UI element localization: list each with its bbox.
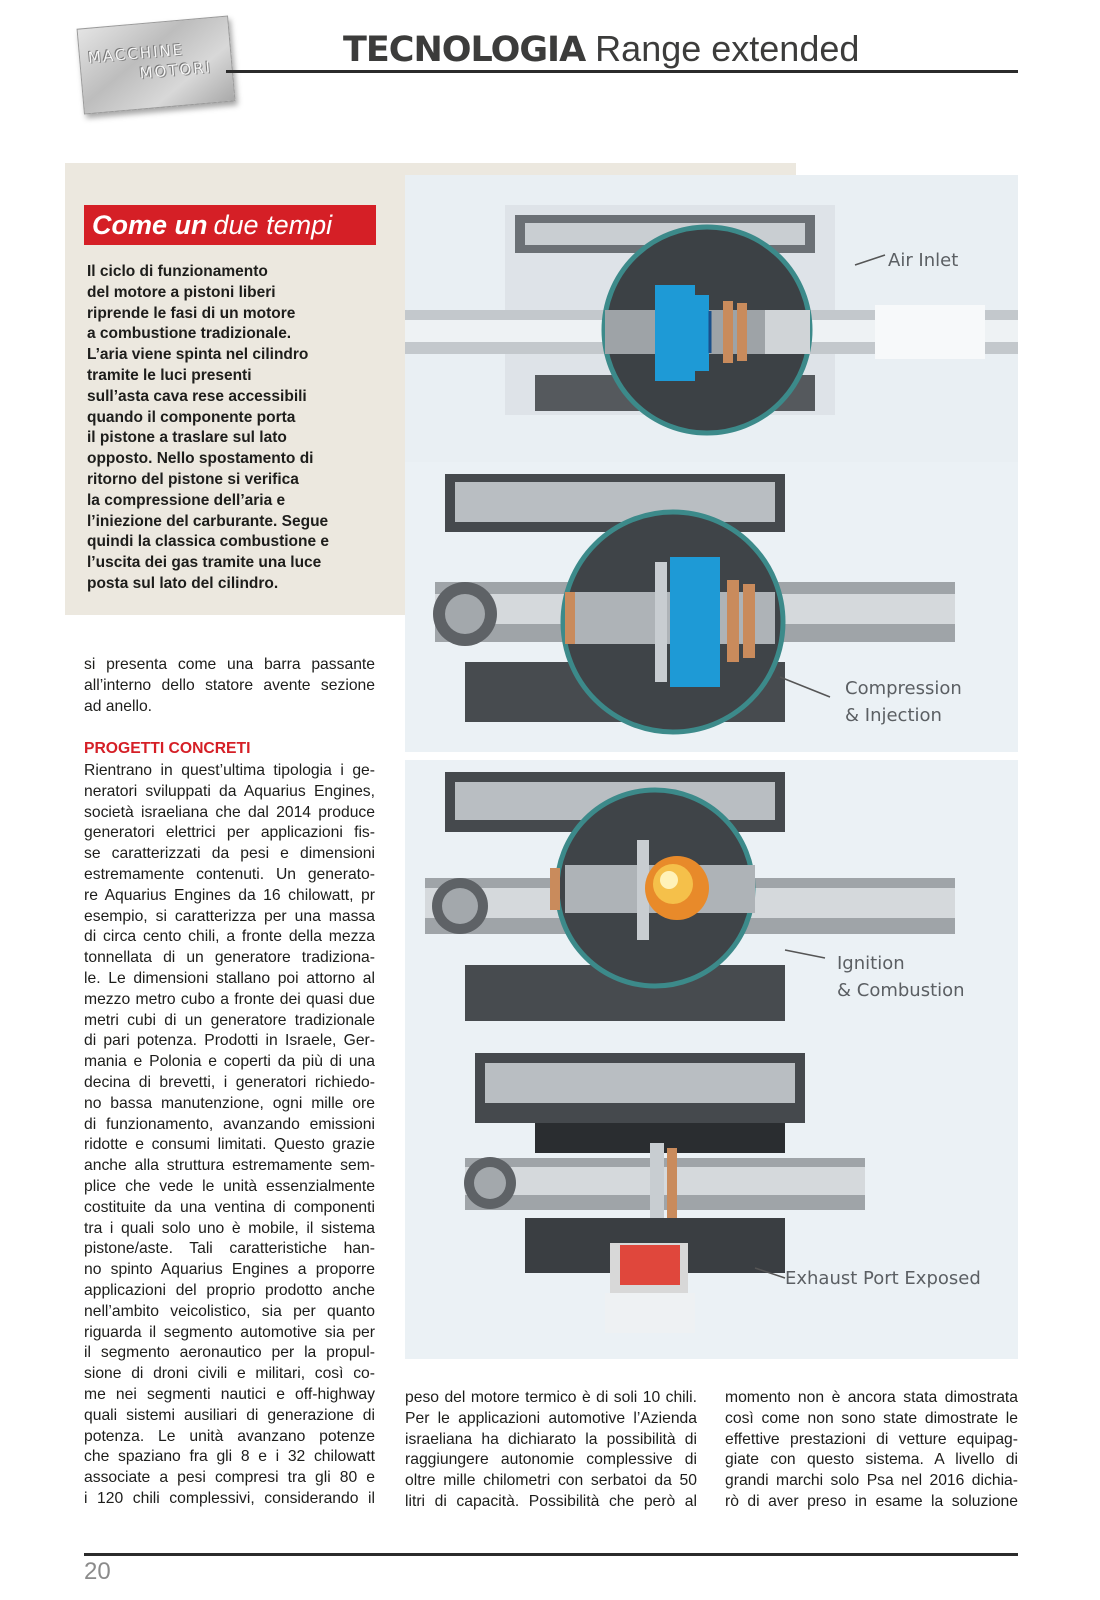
label-compression-line2: & Injection bbox=[845, 705, 942, 726]
column1-body-line: mania e Polonia e coperti da più di una bbox=[84, 1053, 375, 1071]
column1-body-line: tra i quali solo uno è mobile, il sistema bbox=[84, 1219, 375, 1237]
column3-body-line: rò di aver preso in esame la soluzione bbox=[725, 1492, 1018, 1510]
column1-body-line: nell’ambito veicolistico, sia per quanto bbox=[84, 1302, 375, 1320]
column1-body-line: estremamente contenuti. Un generato- bbox=[84, 865, 375, 883]
label-exhaust: Exhaust Port Exposed bbox=[785, 1268, 981, 1289]
column1-body-line: società israeliana che dal 2014 produce bbox=[84, 803, 375, 821]
column2-body-line: Per le applicazioni automotive l’Azienda bbox=[405, 1409, 697, 1427]
column1-body-line: Rientrano in quest’ultima tipologia i ge- bbox=[84, 762, 375, 779]
engine-cycle-illustration bbox=[405, 175, 1018, 1359]
column1-body-line: il segmento aeronautico per la propul- bbox=[84, 1344, 375, 1362]
column1-body-line: no bassa manutenzione, ogni mille ore bbox=[84, 1094, 375, 1112]
label-ignition bbox=[837, 950, 965, 1004]
box-text-line: opposto. Nello spostamento di bbox=[87, 450, 314, 468]
column1-body-line: riguarda il segmento automotive sia per bbox=[84, 1323, 375, 1341]
box-text-line: ritorno del pistone si verifica bbox=[87, 470, 299, 488]
label-ignition-line1: Ignition bbox=[837, 953, 905, 974]
box-text-line: l’uscita dei gas tramite una luce bbox=[87, 554, 322, 572]
column1-body-line: pistone/aste. Tali caratteristiche han- bbox=[84, 1240, 375, 1258]
column1-body-line: generatori elettrici per applicazioni fis- bbox=[84, 824, 375, 842]
box-text-line: il pistone a traslare sul lato bbox=[87, 429, 287, 447]
column3-body-line: effettive prestazioni di vetture equipag- bbox=[725, 1430, 1018, 1448]
box-text-line: tramite le luci presenti bbox=[87, 366, 252, 384]
box-text-line: la compressione dell’aria e bbox=[87, 491, 286, 509]
column1-body-line: associate a pesi compresi tra gli 80 e bbox=[84, 1469, 375, 1487]
section-title: TECNOLOGIA bbox=[343, 30, 586, 70]
column1-body-line: tonnellata di un generatore tradiziona- bbox=[84, 949, 375, 967]
column2-body-line: raggiungere autonomie complessive di bbox=[405, 1451, 697, 1469]
column1-body bbox=[84, 761, 375, 1510]
box-title-light: due tempi bbox=[213, 210, 333, 240]
page-number: 20 bbox=[84, 1558, 111, 1585]
column3-body-line: momento non è ancora stata dimostrata bbox=[725, 1389, 1018, 1406]
box-text-line: l’iniezione del carburante. Segue bbox=[87, 512, 329, 530]
column1-body-line: potenza. Le unità avanzano potenze bbox=[84, 1427, 375, 1445]
header-rule bbox=[226, 70, 1018, 73]
column1-intro-line: ad anello. bbox=[84, 697, 153, 715]
label-air-inlet: Air Inlet bbox=[888, 250, 959, 271]
box-text-line: L’aria viene spinta nel cilindro bbox=[87, 346, 309, 364]
column1-body-line: metri cubi di un generatore tradizionale bbox=[84, 1011, 375, 1029]
column1-body-line: ridotte e consumi limitati. Questo grazie bbox=[84, 1136, 375, 1154]
column1-body-line: esempio, si caratterizza per una massa bbox=[84, 907, 375, 925]
section-subtitle: Range extended bbox=[595, 28, 860, 69]
column1-body-line: neratori sviluppati da Aquarius Engines, bbox=[84, 782, 375, 800]
box-text-line: sull’asta cava rese accessibili bbox=[87, 387, 307, 405]
column1-body-line: di circa cento chili, a fronte della mezza bbox=[84, 928, 375, 946]
column1-body-line: mezzo metro cubo a fronte dei quasi due bbox=[84, 990, 375, 1008]
column1-body-line: di funzionamento, avanzando emissioni bbox=[84, 1115, 375, 1133]
column1-intro-line: si presenta come una barra passante bbox=[84, 656, 375, 673]
column1-body-line: decina di brevetti, i generatori richiedo- bbox=[84, 1073, 375, 1091]
column1-body-line: sione di droni civili e militari, così co- bbox=[84, 1365, 375, 1383]
column1-body-line: le. Le dimensioni stallano poi attorno al bbox=[84, 969, 375, 987]
panel-air-inlet bbox=[405, 175, 1018, 462]
label-compression bbox=[845, 675, 962, 729]
sidebar-box-title bbox=[84, 205, 376, 245]
column1-intro-line: all’interno dello statore avente sezione bbox=[84, 676, 375, 694]
column2-body-line: oltre mille chilometri con serbatoi da 50 bbox=[405, 1472, 697, 1490]
logo-line-1: MACCHINE bbox=[87, 40, 185, 67]
box-text-line: a combustione tradizionale. bbox=[87, 325, 292, 343]
box-text-line: Il ciclo di funzionamento bbox=[87, 263, 268, 280]
column3-body-line: grandi marchi solo Psa nel 2016 dichia- bbox=[725, 1472, 1018, 1490]
column1-body-line: re Aquarius Engines da 16 chilowatt, pr bbox=[84, 886, 375, 904]
column2-body-line: peso del motore termico è di soli 10 chili. bbox=[405, 1389, 697, 1406]
column2-body-line: litri di capacità. Possibilità che però al bbox=[405, 1492, 697, 1510]
panel-exhaust bbox=[405, 1053, 1018, 1359]
magazine-logo bbox=[77, 16, 236, 115]
column2-body bbox=[405, 1388, 697, 1513]
sidebar-box-text bbox=[87, 262, 372, 595]
label-ignition-line2: & Combustion bbox=[837, 980, 965, 1001]
column1-body-line: quali sistemi ausiliari di generazione di bbox=[84, 1406, 375, 1424]
panel-compression bbox=[405, 462, 1018, 752]
column1-body-line: me nei segmenti nautici e off-highway bbox=[84, 1385, 375, 1403]
box-text-line: riprende le fasi di un motore bbox=[87, 304, 296, 322]
column3-body bbox=[725, 1388, 1018, 1513]
column1-body-line: che spaziano fra gli 8 e i 32 chilowatt bbox=[84, 1448, 375, 1466]
column1-body-line: applicazioni del proprio prodotto anche bbox=[84, 1281, 375, 1299]
column1-body-line: di pari potenza. Prodotti in Israele, Ger- bbox=[84, 1032, 375, 1050]
column1-body-line: se caratterizzati da pesi e dimensioni bbox=[84, 845, 375, 863]
logo-line-2: MOTORI bbox=[138, 58, 213, 83]
column1-body-line: plice che vede le unità essenzialmente bbox=[84, 1177, 375, 1195]
box-text-line: quindi la classica combustione e bbox=[87, 533, 330, 551]
label-compression-line1: Compression bbox=[845, 678, 962, 699]
column1-body-line: i 120 chili complessivi, considerando il bbox=[84, 1489, 375, 1507]
footer-rule bbox=[84, 1553, 1018, 1556]
section-header bbox=[343, 28, 859, 70]
column1-body-line: no spinto Aquarius Engines a proporre bbox=[84, 1261, 375, 1279]
panel-ignition bbox=[405, 760, 1018, 1053]
column1-body-line: anche alla struttura estremamente sem- bbox=[84, 1157, 375, 1175]
box-text-line: quando il componente porta bbox=[87, 408, 296, 426]
column1-body-line: costituite da una ventina di componenti bbox=[84, 1198, 375, 1216]
box-text-line: posta sul lato del cilindro. bbox=[87, 574, 279, 592]
column2-body-line: israeliana ha dichiarato la possibilità di bbox=[405, 1430, 697, 1448]
box-text-line: del motore a pistoni liberi bbox=[87, 283, 276, 301]
section-heading: PROGETTI CONCRETI bbox=[84, 740, 251, 757]
box-title-bold: Come un bbox=[92, 210, 208, 240]
column3-body-line: così come non sono state dimostrate le bbox=[725, 1409, 1018, 1427]
column3-body-line: giate con questo sistema. A livello di bbox=[725, 1451, 1018, 1469]
column1-intro bbox=[84, 655, 375, 717]
